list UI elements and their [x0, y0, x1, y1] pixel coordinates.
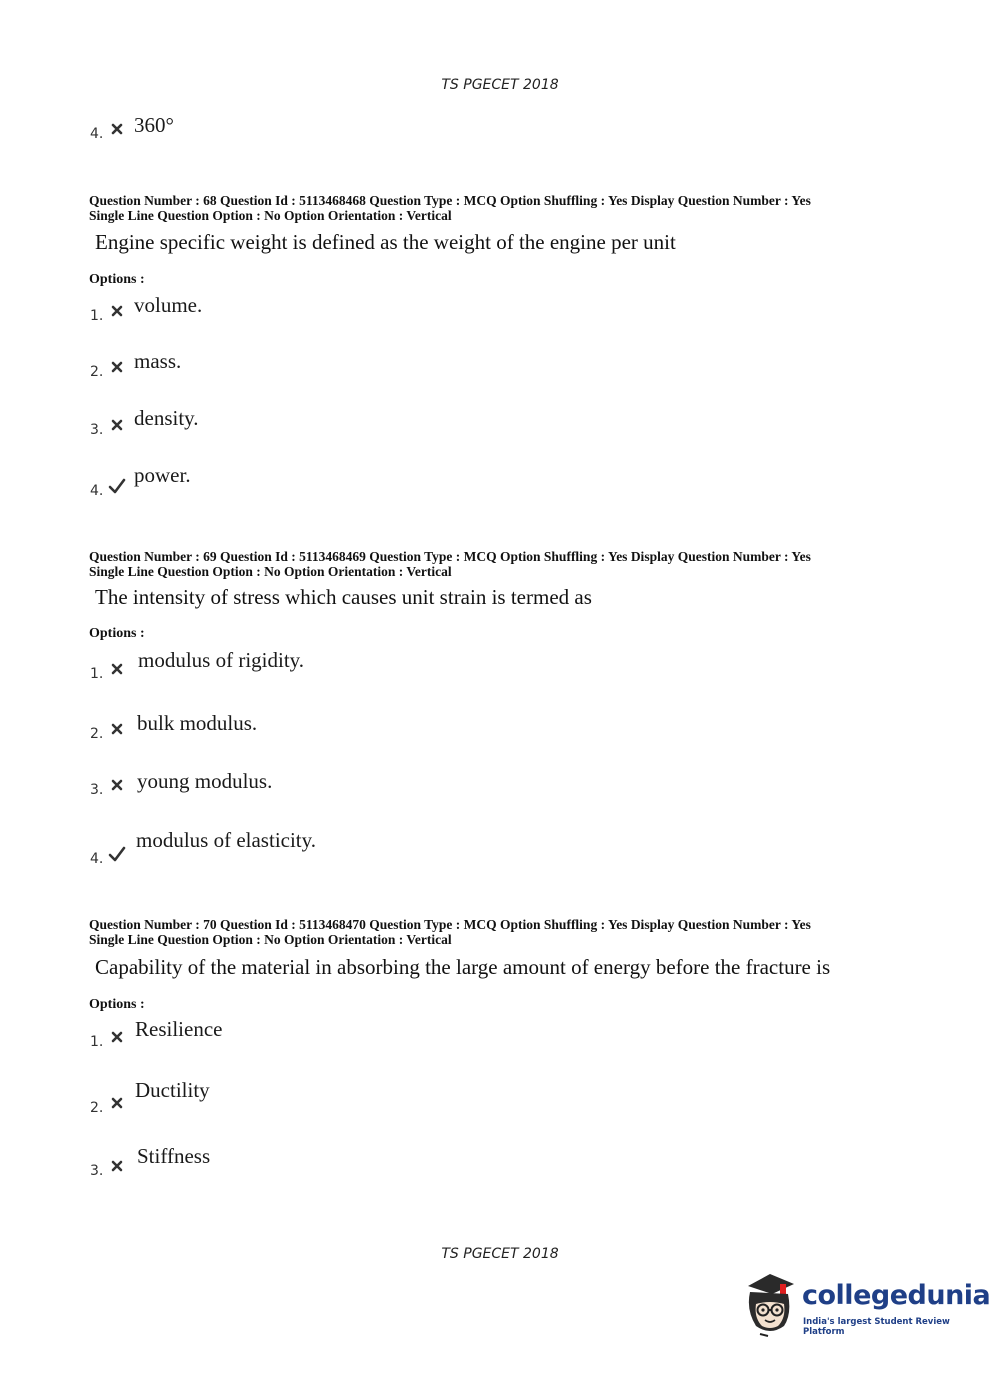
- cross-icon: [110, 418, 124, 432]
- option-text: density.: [134, 406, 199, 430]
- question-meta: [89, 549, 811, 579]
- student-mascot-icon: [740, 1270, 802, 1340]
- meta-line-1: Question Number : 68 Question Id : 5113468468 Question Type : MCQ Option Shuffling : Yes Display Question Number : Yes: [89, 193, 811, 208]
- option-text: mass.: [134, 349, 182, 373]
- cross-icon: [110, 122, 124, 136]
- options-label: Options :: [89, 272, 145, 287]
- option-number: 3.: [90, 422, 104, 438]
- option-number: 3.: [90, 1163, 104, 1179]
- option-text: 360°: [134, 113, 174, 137]
- meta-line-2: Single Line Question Option : No Option Orientation : Vertical: [89, 208, 452, 223]
- cross-icon: [110, 1030, 124, 1044]
- cross-icon: [110, 1159, 124, 1173]
- collegedunia-logo: [740, 1270, 991, 1340]
- meta-line-2: Single Line Question Option : No Option Orientation : Vertical: [89, 932, 452, 947]
- option-number: 1.: [90, 666, 104, 682]
- question-text: Capability of the material in absorbing the large amount of energy before the fracture is: [95, 955, 831, 979]
- meta-line-1: Question Number : 69 Question Id : 5113468469 Question Type : MCQ Option Shuffling : Yes Display Question Number : Yes: [89, 549, 811, 564]
- options-label: Options :: [89, 997, 145, 1012]
- option-text: modulus of rigidity.: [138, 648, 305, 672]
- cross-icon: [110, 1096, 124, 1110]
- option-text: Resilience: [135, 1017, 223, 1041]
- options-label: Options :: [89, 626, 145, 641]
- option-number: 2.: [90, 726, 104, 742]
- page-header: TS PGECET 2018: [441, 77, 559, 93]
- option-number: 4.: [90, 483, 104, 499]
- option-number: 2.: [90, 364, 104, 380]
- cross-icon: [110, 722, 124, 736]
- option-text: Ductility: [135, 1078, 210, 1102]
- option-number: 1.: [90, 1034, 104, 1050]
- question-meta: [89, 193, 811, 223]
- meta-line-2: Single Line Question Option : No Option Orientation : Vertical: [89, 564, 452, 579]
- cross-icon: [110, 662, 124, 676]
- cross-icon: [110, 304, 124, 318]
- option-number: 1.: [90, 308, 104, 324]
- option-text: volume.: [134, 293, 203, 317]
- option-number: 2.: [90, 1100, 104, 1116]
- meta-line-1: Question Number : 70 Question Id : 5113468470 Question Type : MCQ Option Shuffling : Yes Display Question Number : Yes: [89, 917, 811, 932]
- question-meta: [89, 917, 811, 947]
- option-number: 4.: [90, 126, 104, 142]
- option-text: Stiffness: [137, 1144, 211, 1168]
- cross-icon: [110, 778, 124, 792]
- check-icon: [108, 846, 126, 862]
- option-text: young modulus.: [137, 769, 273, 793]
- check-icon: [108, 478, 126, 494]
- option-number: 3.: [90, 782, 104, 798]
- option-text: modulus of elasticity.: [136, 828, 317, 852]
- question-text: The intensity of stress which causes unit strain is termed as: [95, 585, 592, 609]
- logo-name: collegedunia: [802, 1280, 991, 1311]
- page-footer: TS PGECET 2018: [441, 1246, 559, 1262]
- option-text: power.: [134, 463, 191, 487]
- cross-icon: [110, 360, 124, 374]
- option-number: 4.: [90, 851, 104, 867]
- question-text: Engine specific weight is defined as the weight of the engine per unit: [95, 230, 676, 254]
- option-text: bulk modulus.: [137, 711, 258, 735]
- logo-tagline: India's largest Student Review Platform: [803, 1317, 950, 1337]
